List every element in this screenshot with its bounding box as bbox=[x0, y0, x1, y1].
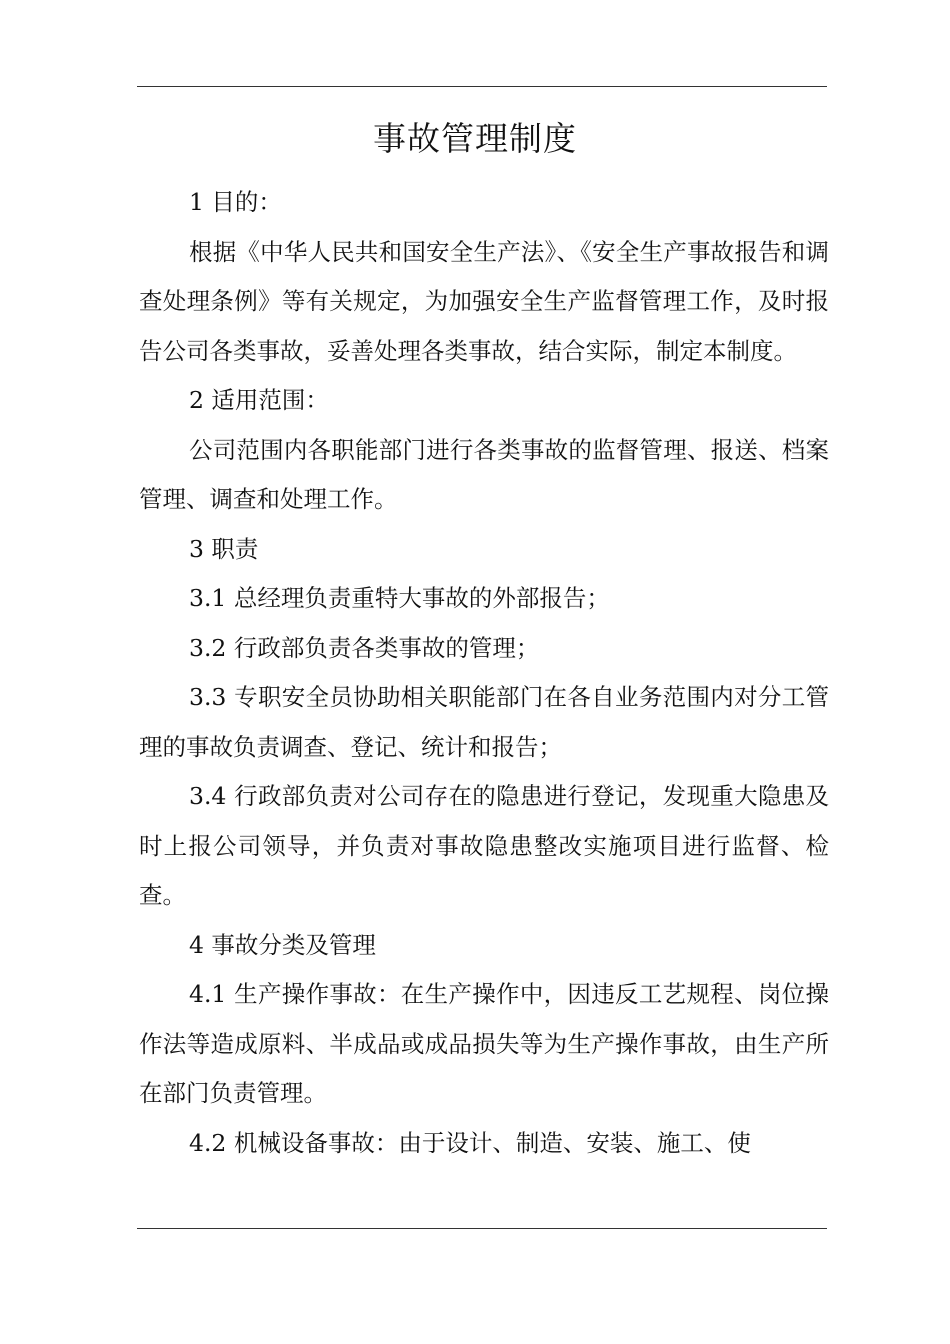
section-heading-classification: 4 事故分类及管理 bbox=[189, 930, 376, 959]
document-body bbox=[139, 178, 829, 1168]
paragraph-3-2: 3.2 行政部负责各类事故的管理； bbox=[189, 633, 540, 662]
document-title: 事故管理制度 bbox=[373, 119, 577, 158]
paragraph-scope: 公司范围内各职能部门进行各类事故的监督管理、报送、档案管理、调查和处理工作。 bbox=[139, 435, 829, 513]
header-rule bbox=[137, 86, 827, 87]
paragraph-3-4: 3.4 行政部负责对公司存在的隐患进行登记，发现重大隐患及时上报公司领导，并负责对事故隐患整改实施项目进行监督、检查。 bbox=[139, 782, 829, 909]
paragraph-3-1: 3.1 总经理负责重特大事故的外部报告； bbox=[189, 584, 610, 612]
paragraph-4-1: 4.1 生产操作事故：在生产操作中，因违反工艺规程、岗位操作法等造成原料、半成品或成品损失等为生产操作事故，由生产所在部门负责管理。 bbox=[139, 980, 829, 1107]
section-heading-responsibilities: 3 职责 bbox=[189, 534, 259, 563]
footer-rule bbox=[137, 1228, 827, 1229]
section-heading-scope: 2 适用范围： bbox=[189, 386, 329, 414]
paragraph-4-2: 4.2 机械设备事故：由于设计、制造、安装、施工、使 bbox=[189, 1128, 751, 1157]
paragraph-purpose: 根据《中华人民共和国安全生产法》、《安全生产事故报告和调查处理条例》等有关规定，为加强安全生产监督管理工作，及时报告公司各类事故，妥善处理各类事故，结合实际，制定本制度。 bbox=[139, 237, 829, 365]
section-heading-purpose: 1 目的： bbox=[189, 188, 282, 216]
paragraph-3-3: 3.3 专职安全员协助相关职能部门在各自业务范围内对分工管理的事故负责调查、登记、统计和报告； bbox=[139, 683, 829, 761]
